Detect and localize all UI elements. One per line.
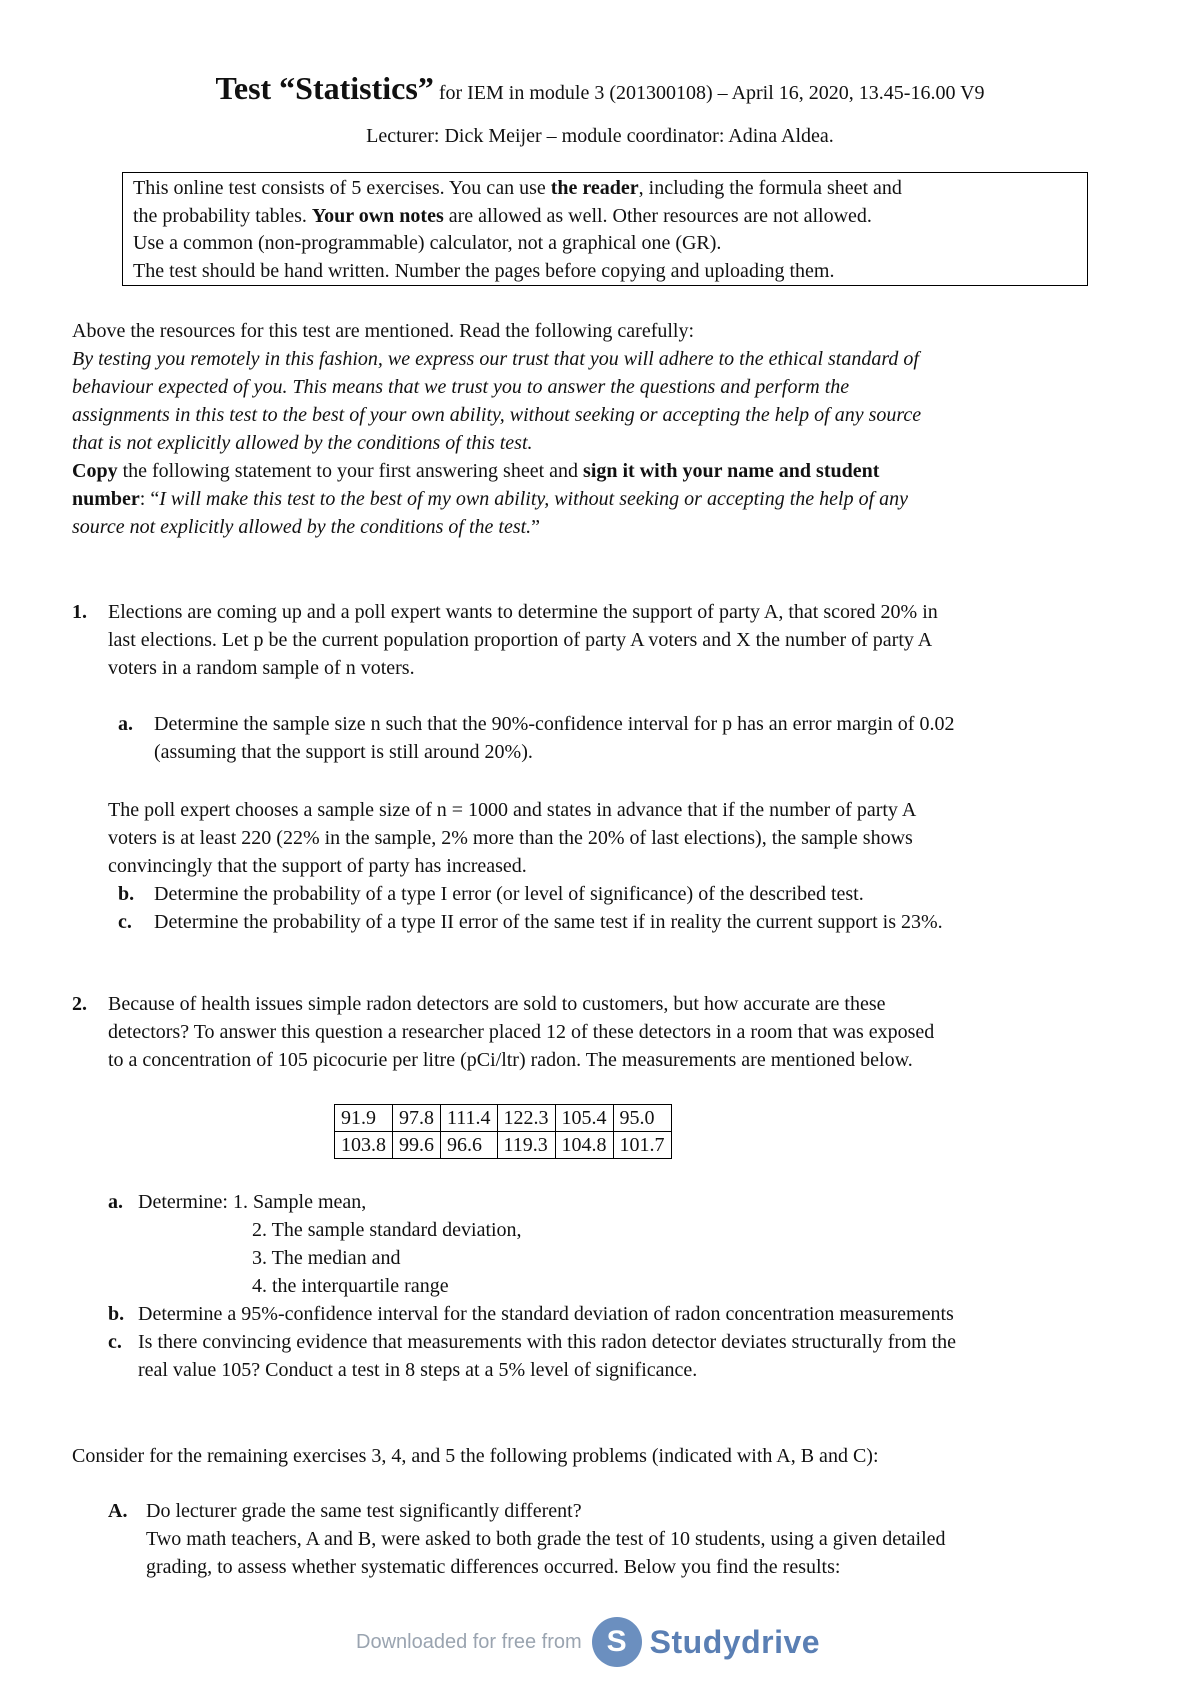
- table-cell: 111.4: [441, 1105, 498, 1132]
- rules-line-4: The test should be hand written. Number the pages before copying and uploading them.: [133, 259, 835, 282]
- question-1bc: b. Determine the probability of a type I error (or level of significance) of the described test. c. Determine the probability of a type II error of the same test if in reality the current support is 23%.: [118, 883, 943, 933]
- downloaded-text: Downloaded for free from: [356, 1631, 582, 1653]
- radon-measurements-table: [334, 1104, 672, 1159]
- table-cell: 95.0: [613, 1105, 671, 1132]
- integrity-statement: Above the resources for this test are mentioned. Read the following carefully: By testing you remotely in this fashion, we express our trust that you will adhere to the ethical standard of behaviour expected of you. This means that we trust you to answer the questions and perform the assignments in this test to the best of your own ability, without seeking or accepting the help of any source that is not explicitly allowed by the conditions of this test. Copy the following statement to your first answering sheet and sign it with your name and student number: “I will make this test to the best of my own ability, without seeking or accepting the help of any source not explicitly allowed by the conditions of the test.”: [72, 320, 922, 538]
- question-1-context: The poll expert chooses a sample size of n = 1000 and states in advance that if the number of party A voters is at least 220 (22% in the sample, 2% more than the 20% of last elections), the sample shows convincingly that the support of party has increased.: [108, 799, 917, 877]
- title-details: for IEM in module 3 (201300108) – April 16, 2020, 13.45-16.00 V9: [433, 82, 985, 104]
- table-row: [335, 1105, 672, 1132]
- question-1a: a. Determine the sample size n such that the 90%-confidence interval for p has an error margin of 0.02 (assuming that the support is still around 20%).: [118, 713, 955, 763]
- rules-box: [122, 172, 1088, 286]
- table-cell: 104.8: [555, 1132, 613, 1159]
- table-cell: 101.7: [613, 1132, 671, 1159]
- exam-title: [0, 70, 1200, 107]
- table-cell: 96.6: [441, 1132, 498, 1159]
- rules-line-3: Use a common (non-programmable) calculator, not a graphical one (GR).: [133, 232, 722, 254]
- table-cell: 99.6: [393, 1132, 441, 1159]
- title-main: Test “Statistics”: [215, 70, 434, 106]
- question-number: 2.: [72, 993, 87, 1015]
- remaining-intro: Consider for the remaining exercises 3, 4, and 5 the following problems (indicated with A, B and C):: [72, 1445, 879, 1467]
- table-row: [335, 1132, 672, 1159]
- question-number: 1.: [72, 601, 87, 623]
- rules-line-2: the probability tables. Your own notes are allowed as well. Other resources are not allowed.: [133, 204, 872, 227]
- rules-line-1: This online test consists of 5 exercises. You can use the reader, including the formula sheet and: [133, 177, 902, 199]
- studydrive-footer: [356, 1614, 820, 1670]
- exam-page: Test “Statistics” for IEM in module 3 (201300108) – April 16, 2020, 13.45-16.00 V9 Lecturer: Dick Meijer – module coordinator: Adina Aldea. This online test consists of 5 exercises. You can use the reader, including the formula sheet and the probability tables. Your own notes are allowed as well. Other resources are not allowed. Use a common (non-programmable) calculator, not a graphical one (GR). The test should be hand written. Number the pages before copying and uploading them. Above the resources for this test are mentioned. Read the following carefully: By testing you remotely in this fashion, we express our trust that you will adhere to the ethical standard of behaviour expected of you. This means that we trust you to answer the questions and perform the assignments in this test to the best of your own ability, without seeking or accepting the help of any source that is not explicitly allowed by the conditions of this test. Copy the following statement to your first answering sheet and sign it with your name and student number: “I will make this test to the best of my own ability, without seeking or accepting the help of any source not explicitly allowed by the conditions of the test.” 1. Elections are coming up and a poll expert wants to determine the support of party A, that scored 20% in last elections. Let p be the current population proportion of party A voters and X the number of party A voters in a random sample of n voters. a. Determine the sample size n such that the 90%-confidence interval for p has an error margin of 0.02 (assuming that the support is still around 20%). The poll expert chooses a sample size of n = 1000 and states in advance that if the number of party A voters is at least 220 (22% in the sample, 2% more than the 20% of last elections), the sample shows convincingly that the support of party has increased. b. Determine the probability of a type I error (or level of significance) of the described test. c. Determine the probability of a type II error of the same test if in reality the current support is 23%. 2. Because of health issues simple radon detectors are sold to customers, but how accurate are these detectors? To answer this question a researcher placed 12 of these detectors in a room that was exposed to a concentration of 105 picocurie per litre (pCi/ltr) radon. The measurements are mentioned below. 91.9 97.8 111.4 122.3 105.4 95.0 103.8 99.6 96.6 119.3 104.8 101.7 a. Determine: 1. Sample mean, 2. The sample standard deviation, 3. The median and 4. the interquartile range b. Determine a 95%-confidence interval for the standard deviation of radon concentration measurements c. Is there convincing evidence that measurements with this radon detector deviates structurally from the real value 105? Conduct a test in 8 steps at a 5% level of significance. Consider for the remaining exercises 3, 4, and 5 the following problems (indicated with A, B and C): A. Do lecturer grade the same test significantly different? Two math teachers, A and B, were asked to both grade the test of 10 students, using a given detailed grading, to assess whether systematic differences occurred. Below you find the results: Downloaded for free from S Studydrive: [0, 0, 1200, 1696]
- table-cell: 91.9: [335, 1105, 393, 1132]
- studydrive-logo-icon: S: [592, 1617, 642, 1667]
- table-cell: 105.4: [555, 1105, 613, 1132]
- table-cell: 119.3: [497, 1132, 555, 1159]
- table-cell: 103.8: [335, 1132, 393, 1159]
- studydrive-brand: Studydrive: [649, 1624, 821, 1660]
- table-cell: 122.3: [497, 1105, 555, 1132]
- lecturer-line: Lecturer: Dick Meijer – module coordinator: Adina Aldea.: [366, 125, 834, 147]
- table-cell: 97.8: [393, 1105, 441, 1132]
